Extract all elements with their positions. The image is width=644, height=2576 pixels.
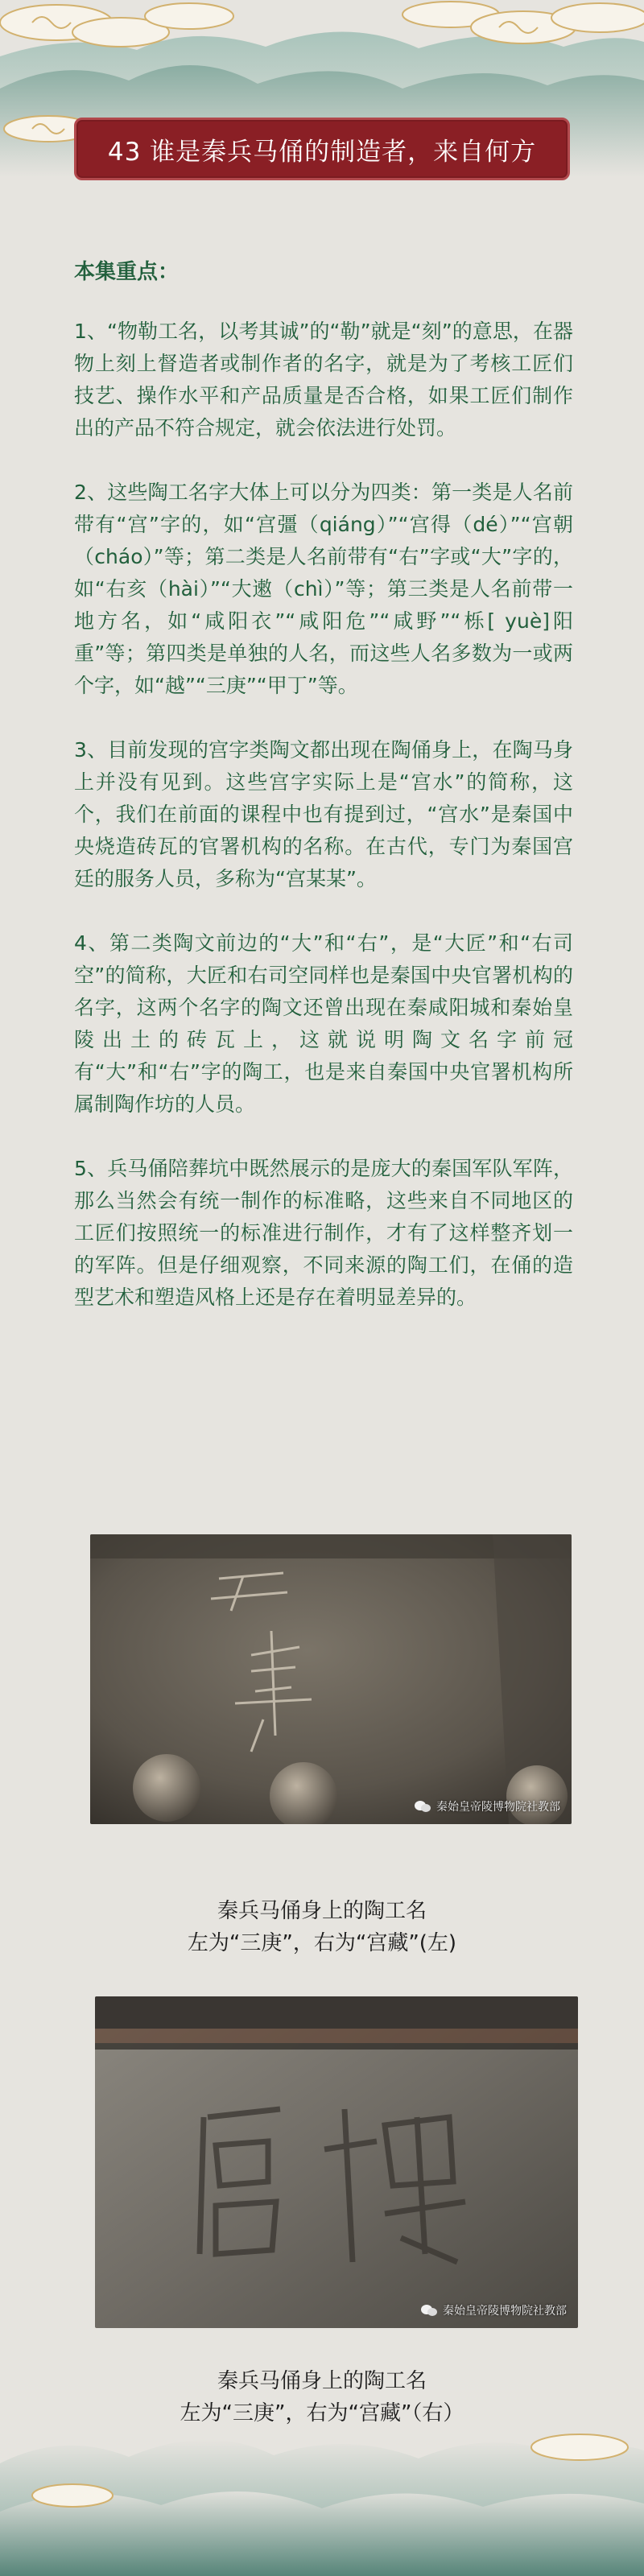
caption-2-line-1: 秦兵马俑身上的陶工名 bbox=[217, 2369, 427, 2393]
photo-caption-2 bbox=[0, 2365, 644, 2429]
page-title: 43 谁是秦兵马俑的制造者，来自何方 bbox=[107, 137, 537, 167]
watermark-text: 秦始皇帝陵博物院社教部 bbox=[443, 2305, 567, 2318]
photo-watermark-1 bbox=[414, 1798, 560, 1814]
paragraph-3: 3、目前发现的宫字类陶文都出现在陶俑身上，在陶马身上并没有见到。这些宫字实际上是“宫水”的简称，这个，我们在前面的课程中也有提到过，“宫水”是秦国中央烧造砖瓦的官署机构的名称。在古代，专门为秦国宫廷的服务人员，多称为“宫某某”。 bbox=[74, 738, 573, 890]
inscription-photo-2 bbox=[95, 1996, 578, 2328]
caption-2-line-2: 左为“三庚”，右为“宫藏”（右） bbox=[180, 2401, 464, 2425]
photo-caption-1 bbox=[0, 1895, 644, 1959]
wechat-icon bbox=[420, 2304, 438, 2317]
paragraph-5: 5、兵马俑陪葬坑中既然展示的是庞大的秦国军队军阵，那么当然会有统一制作的标准略，这些来自不同地区的工匠们按照统一的标准进行制作，才有了这样整齐划一的军阵。但是仔细观察，不同来源的陶工们，在俑的造型艺术和塑造风格上还是存在着明显差异的。 bbox=[74, 1157, 573, 1309]
title-banner bbox=[74, 118, 570, 180]
paragraph-1: 1、“物勒工名，以考其诚”的“勒”就是“刻”的意思，在器物上刻上督造者或制作者的名字，就是为了考核工匠们技艺、操作水平和产品质量是否合格，如果工匠们制作出的产品不符合规定，就会依法进行处罚。 bbox=[74, 320, 573, 440]
terracotta-surface-image-1 bbox=[90, 1534, 572, 1824]
paragraph-4: 4、第二类陶文前边的“大”和“右”，是“大匠”和“右司空”的简称，大匠和右司空同样也是秦国中央官署机构的名字，这两个名字的陶文还曾出现在秦咸阳城和秦始皇陵出土的砖瓦上，这就说明陶文名字前冠有“大”和“右”字的陶工，也是来自秦国中央官署机构所属制陶作坊的人员。 bbox=[74, 931, 573, 1116]
wechat-icon bbox=[414, 1800, 431, 1813]
terracotta-surface-image-2 bbox=[95, 1996, 578, 2328]
section-heading: 本集重点： bbox=[74, 260, 180, 284]
caption-1-line-2: 左为“三庚”，右为“宫藏”(左) bbox=[187, 1931, 457, 1955]
paragraph-2: 2、这些陶工名字大体上可以分为四类：第一类是人名前带有“宫”字的，如“宫彊（qiáng）”“宫得（dé）”“宫朝（cháo）”等；第二类是人名前带有“右”字或“大”字的，如“右亥（hài）”“大遫（chì）”等；第三类是人名前带一地方名，如“咸阳衣”“咸阳危”“咸野”“栎[ yuè]阳重”等；第四类是单独的人名，而这些人名多数为一或两个字，如“越”“三庚”“甲丁”等。 bbox=[74, 481, 573, 697]
inscription-photo-1 bbox=[90, 1534, 572, 1824]
photo-watermark-2 bbox=[420, 2302, 567, 2318]
caption-1-line-1: 秦兵马俑身上的陶工名 bbox=[217, 1899, 427, 1923]
article-content bbox=[74, 256, 573, 1346]
watermark-text: 秦始皇帝陵博物院社教部 bbox=[436, 1801, 560, 1814]
